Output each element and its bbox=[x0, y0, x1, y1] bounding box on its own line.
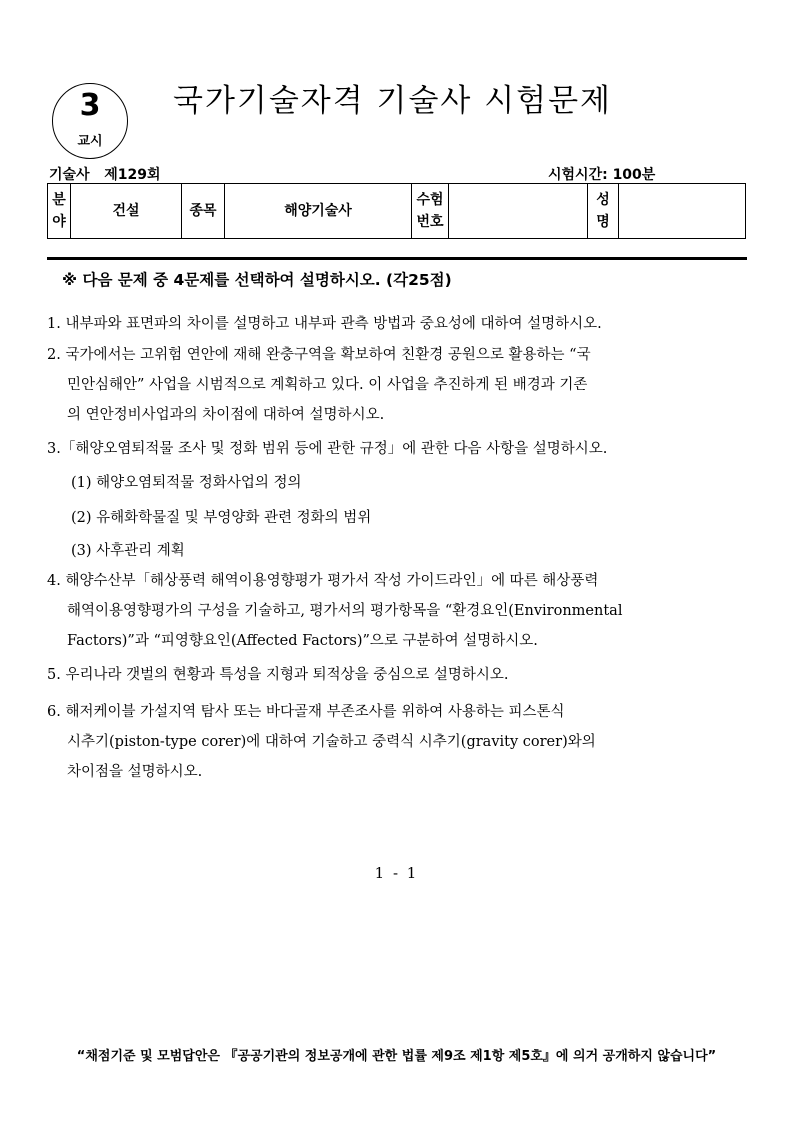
question-6 bbox=[47, 697, 749, 787]
exam-number-field[interactable] bbox=[449, 184, 588, 239]
question-3 bbox=[47, 434, 749, 464]
question-line: 1. 내부파와 표면파의 차이를 설명하고 내부파 관측 방법과 중요성에 대하여 설명하시오. bbox=[47, 316, 602, 332]
category-label: 종목 bbox=[182, 184, 225, 239]
exam-number-label-1: 수험 bbox=[416, 192, 444, 208]
name-label-1: 성 bbox=[596, 192, 610, 208]
field-label-2: 야 bbox=[52, 214, 66, 230]
question-line: 시추기(piston-type corer)에 대하여 기술하고 중력식 시추기(gravity corer)와의 bbox=[67, 734, 596, 750]
question-line: 6. 해저케이블 가설지역 탐사 또는 바다골재 부존조사를 위하여 사용하는 피스톤식 bbox=[47, 704, 565, 720]
question-line: 해역이용영향평가의 구성을 기술하고, 평가서의 평가항목을 “환경요인(Environmental bbox=[67, 603, 623, 619]
session-badge bbox=[52, 83, 128, 159]
question-line: 2. 국가에서는 고위험 연안에 재해 완충구역을 확보하여 친환경 공원으로 활용하는 “국 bbox=[47, 347, 591, 363]
page-number: 1 - 1 bbox=[374, 864, 419, 882]
exam-time: 시험시간: 100분 bbox=[548, 167, 656, 183]
exam-round: 기술사 제129회 bbox=[49, 167, 161, 183]
exam-info-table bbox=[47, 183, 746, 239]
question-line: Factors)”과 “피영향요인(Affected Factors)”으로 구분하여 설명하시오. bbox=[67, 633, 538, 649]
category-value: 해양기술사 bbox=[225, 184, 412, 239]
session-number: 3 bbox=[79, 88, 101, 123]
question-2 bbox=[47, 340, 749, 430]
question-line: 3.「해양오염퇴적물 조사 및 정화 범위 등에 관한 규정」에 관한 다음 사항을 설명하시오. bbox=[47, 441, 608, 457]
footer-notice: “채점기준 및 모범답안은 『공공기관의 정보공개에 관한 법률 제9조 제1항 제5호』에 의거 공개하지 않습니다” bbox=[76, 1049, 717, 1064]
question-3-sub-1: (1) 해양오염퇴적물 정화사업의 정의 bbox=[71, 475, 302, 491]
divider bbox=[47, 257, 747, 260]
question-5 bbox=[47, 660, 749, 690]
field-label-1: 분 bbox=[52, 192, 66, 208]
question-1 bbox=[47, 309, 749, 339]
field-value: 건설 bbox=[71, 184, 182, 239]
question-4 bbox=[47, 566, 749, 656]
name-label-2: 명 bbox=[596, 214, 610, 230]
question-line: 5. 우리나라 갯벌의 현황과 특성을 지형과 퇴적상을 중심으로 설명하시오. bbox=[47, 667, 509, 683]
instruction: ※ 다음 문제 중 4문제를 선택하여 설명하시오. (각25점) bbox=[62, 271, 452, 289]
question-3-sub-3: (3) 사후관리 계획 bbox=[71, 543, 185, 559]
question-line: 민안심해안” 사업을 시범적으로 계획하고 있다. 이 사업을 추진하게 된 배경과 기존 bbox=[67, 377, 588, 393]
question-line: 의 연안정비사업과의 차이점에 대하여 설명하시오. bbox=[67, 407, 385, 423]
name-label-cell bbox=[588, 184, 619, 239]
field-label-cell bbox=[48, 184, 71, 239]
exam-number-label-cell bbox=[412, 184, 449, 239]
question-3-sub-2: (2) 유해화학물질 및 부영양화 관련 정화의 범위 bbox=[71, 510, 372, 526]
name-field[interactable] bbox=[619, 184, 746, 239]
session-label: 교시 bbox=[77, 134, 103, 149]
page-title: 국가기술자격 기술사 시험문제 bbox=[173, 83, 613, 119]
question-line: 4. 해양수산부「해상풍력 해역이용영향평가 평가서 작성 가이드라인」에 따른 해상풍력 bbox=[47, 573, 599, 589]
question-line: 차이점을 설명하시오. bbox=[67, 764, 203, 780]
exam-number-label-2: 번호 bbox=[416, 214, 444, 230]
